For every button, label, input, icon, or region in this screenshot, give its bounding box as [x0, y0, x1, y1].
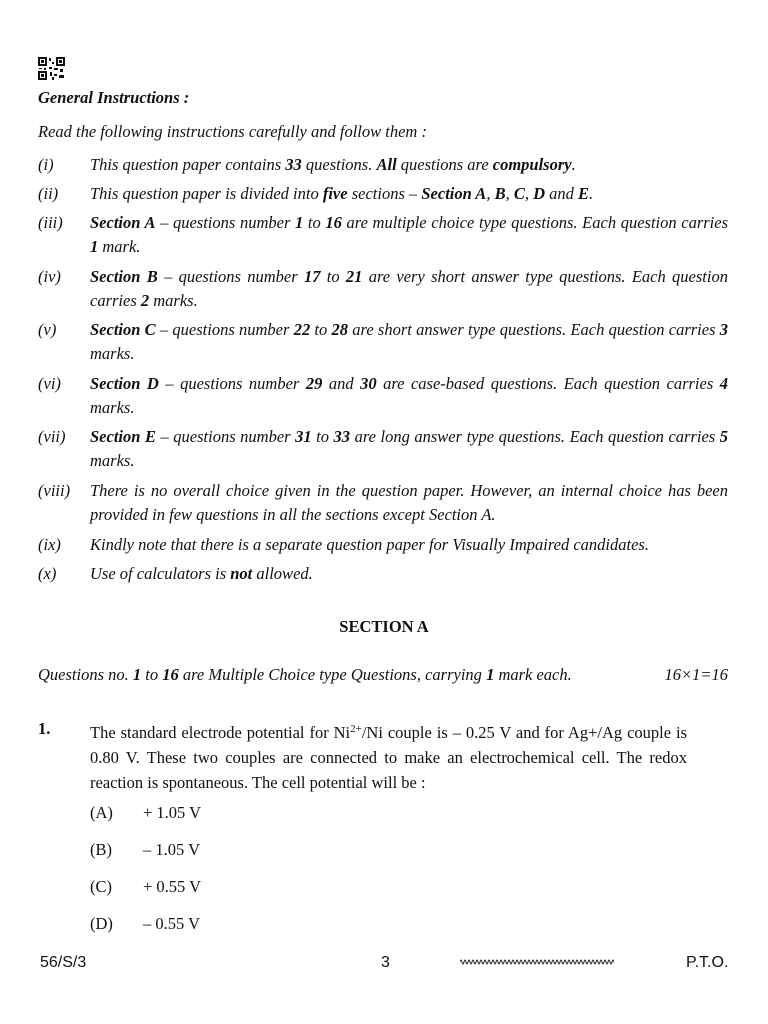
- instruction-text: [90, 479, 728, 526]
- instruction-bold: 4: [719, 374, 729, 393]
- instruction-text: are case-based questions. Each question carries: [376, 374, 720, 393]
- option-label: (C): [90, 877, 112, 896]
- instruction-text: This question paper contains: [90, 155, 286, 174]
- question-text-before: The standard electrode potential for Ni: [90, 723, 351, 742]
- instruction-text: to: [320, 267, 346, 286]
- instruction-text: .: [571, 155, 576, 174]
- instruction-item: [38, 182, 728, 206]
- general-instructions-title: General Instructions :: [38, 88, 190, 107]
- instruction-bold: 28: [331, 320, 349, 339]
- instruction-bold: 33: [285, 155, 302, 174]
- instruction-item: [38, 211, 728, 258]
- section-note-bold: 1: [486, 665, 495, 684]
- instruction-text: Kindly note that there is a separate question paper for Visually Impaired candidates.: [90, 535, 649, 554]
- instruction-item: [38, 425, 728, 472]
- instruction-text: questions are: [396, 155, 493, 174]
- wavy-line-decoration: [460, 957, 614, 967]
- instruction-bold: B: [494, 184, 506, 203]
- option-label: (B): [90, 840, 112, 859]
- instruction-bold: 30: [360, 374, 377, 393]
- instruction-bold: All: [376, 155, 397, 174]
- instruction-number: (ii): [38, 184, 59, 203]
- instruction-item: [38, 153, 728, 177]
- instruction-bold: 17: [303, 267, 321, 286]
- option-value: + 1.05 V: [143, 803, 202, 822]
- instruction-text: – questions number: [157, 267, 304, 286]
- instruction-number: (v): [38, 320, 57, 339]
- instruction-bold: 5: [719, 427, 728, 446]
- instruction-text: to: [310, 320, 332, 339]
- option-d: [90, 914, 200, 934]
- option-b: [90, 840, 200, 860]
- option-value: – 1.05 V: [143, 840, 200, 859]
- option-label: (D): [90, 914, 113, 933]
- instruction-text: [90, 211, 728, 258]
- instruction-bold: Section E: [90, 427, 156, 446]
- instruction-bold: 21: [345, 267, 363, 286]
- instruction-number: (vi): [38, 374, 61, 393]
- instruction-text: – questions number: [155, 320, 294, 339]
- instruction-bold: Section A: [90, 213, 156, 232]
- section-note-text: mark each.: [494, 665, 572, 684]
- instruction-bold: compulsory: [492, 155, 572, 174]
- section-note-text: Questions no.: [38, 665, 133, 684]
- instruction-text: – questions number: [155, 213, 296, 232]
- instruction-text: ,: [486, 184, 495, 203]
- section-note-bold: 16: [162, 665, 179, 684]
- instruction-bold: 22: [293, 320, 311, 339]
- instruction-bold: Section C: [90, 320, 156, 339]
- page-number: 3: [381, 954, 390, 971]
- instruction-text: .: [589, 184, 594, 203]
- section-note: [38, 665, 728, 685]
- instruction-bold: Section B: [90, 267, 158, 286]
- instruction-number: (ix): [38, 535, 61, 554]
- instruction-text: There is no overall choice given in the question paper. However, an internal choice has been provided in few questions in all the sections except Section A.: [90, 481, 728, 524]
- instruction-number: (iv): [38, 267, 61, 286]
- instruction-text: to: [311, 427, 334, 446]
- question-text: [90, 717, 687, 795]
- section-marks: 16×1=16: [664, 665, 728, 684]
- instruction-text: marks.: [90, 450, 135, 470]
- instruction-text: allowed.: [252, 564, 313, 583]
- section-note-bold: 1: [132, 665, 142, 684]
- instruction-number: (iii): [38, 213, 63, 232]
- option-a: [90, 803, 201, 823]
- instruction-item: [38, 479, 728, 526]
- instruction-bold: 1: [295, 213, 304, 232]
- instruction-text: ,: [524, 184, 534, 203]
- instruction-item: [38, 562, 728, 586]
- instruction-bold: 3: [719, 320, 729, 339]
- instruction-text: – questions number: [155, 427, 296, 446]
- section-note-text: are Multiple Choice type Questions, carrying: [178, 665, 487, 684]
- instruction-text: and: [322, 374, 361, 393]
- instruction-text: [90, 533, 728, 557]
- instruction-text: to: [303, 213, 326, 232]
- instruction-text: – questions number: [158, 374, 306, 393]
- instruction-number: (x): [38, 564, 57, 583]
- instruction-bold: Section A: [421, 184, 487, 203]
- option-label: (A): [90, 803, 113, 822]
- instruction-bold: 29: [305, 374, 323, 393]
- instruction-text: mark.: [98, 236, 141, 256]
- instruction-item: [38, 533, 728, 557]
- instruction-text: are very short answer type questions. Each question carries: [90, 267, 728, 310]
- instruction-number: (viii): [38, 481, 71, 500]
- instruction-bold: Section D: [90, 374, 159, 393]
- instruction-text: are multiple choice type questions. Each question carries: [341, 213, 729, 232]
- instruction-text: sections –: [347, 184, 422, 203]
- instruction-text: marks.: [149, 290, 198, 310]
- instruction-bold: not: [230, 564, 253, 583]
- instruction-item: [38, 318, 728, 365]
- instruction-text: and: [545, 184, 579, 203]
- instruction-text: [90, 153, 728, 177]
- instruction-text: are short answer type questions. Each question carries: [348, 320, 720, 339]
- instruction-text: [90, 265, 728, 312]
- instruction-bold: five: [322, 184, 348, 203]
- section-note-text: to: [141, 665, 163, 684]
- instruction-item: [38, 265, 728, 312]
- option-value: + 0.55 V: [143, 877, 202, 896]
- instruction-text: marks.: [90, 343, 135, 363]
- instruction-number: (vii): [38, 427, 66, 446]
- instruction-text: This question paper is divided into: [90, 184, 323, 203]
- instruction-text: Use of calculators is: [90, 564, 231, 583]
- instruction-text: [90, 372, 728, 419]
- instruction-number: (i): [38, 155, 54, 174]
- option-value: – 0.55 V: [143, 914, 200, 933]
- instruction-text: [90, 318, 728, 365]
- instruction-text: are long answer type questions. Each question carries: [350, 427, 720, 446]
- instruction-text: marks.: [90, 397, 135, 417]
- instruction-bold: E: [578, 184, 590, 203]
- pto-label: P.T.O.: [686, 954, 729, 971]
- instruction-text: [90, 562, 728, 586]
- instruction-bold: 33: [333, 427, 351, 446]
- section-note-text: [38, 665, 572, 684]
- instruction-bold: 31: [295, 427, 312, 446]
- general-instructions-intro: Read the following instructions carefully and follow them :: [38, 122, 427, 141]
- instruction-text: questions.: [301, 155, 377, 174]
- instruction-bold: D: [533, 184, 546, 203]
- instruction-bold: C: [513, 184, 525, 203]
- instruction-text: [90, 425, 728, 472]
- paper-code: 56/S/3: [40, 954, 87, 971]
- instruction-bold: 1: [90, 236, 99, 256]
- option-c: [90, 877, 201, 897]
- question-number: 1.: [38, 719, 51, 738]
- instruction-item: [38, 372, 728, 419]
- instruction-bold: 16: [325, 213, 342, 232]
- question-text-after: /Ni couple is – 0.25 V and for Ag+/Ag couple is 0.80 V. These two couples are connected to make an electrochemical cell. The redox reaction is spontaneous. The cell potential will be :: [90, 723, 687, 792]
- instruction-text: [90, 182, 728, 206]
- section-heading: SECTION A: [339, 617, 429, 636]
- qr-code-icon: [38, 57, 65, 80]
- instruction-text: ,: [505, 184, 514, 203]
- question-superscript: 2+: [350, 723, 362, 735]
- instruction-bold: 2: [140, 290, 150, 310]
